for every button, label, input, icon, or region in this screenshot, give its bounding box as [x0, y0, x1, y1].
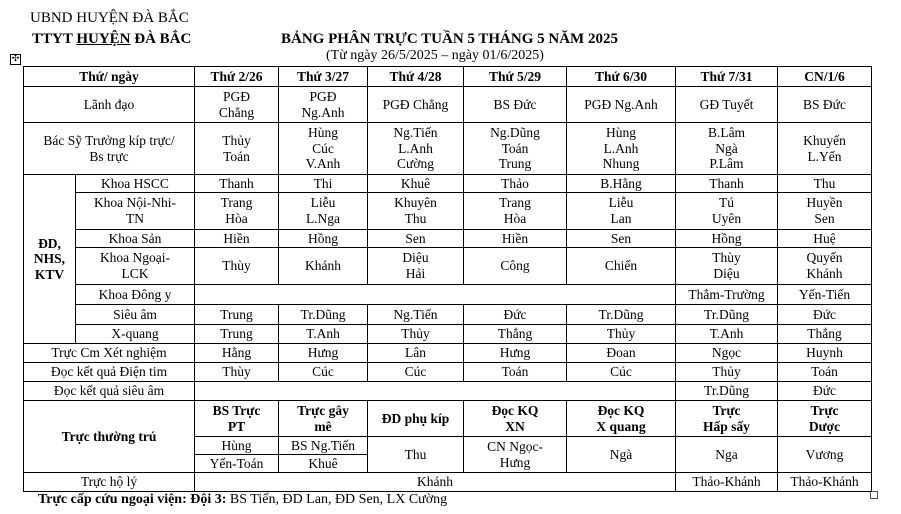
staff-cell	[464, 193, 567, 230]
cell-text: Khuyên	[394, 195, 437, 211]
department-label	[76, 285, 195, 305]
cell-text: Trực	[712, 402, 741, 418]
cell-text: PGĐ	[309, 88, 337, 104]
staff-cell	[279, 325, 368, 344]
cell-text: BS Ng.Tiến	[290, 437, 356, 453]
cell-text: Ngọc	[711, 345, 742, 361]
cell-text: Bs trực	[89, 148, 129, 164]
cell-text: Thùy	[712, 250, 741, 266]
row-bac-sy	[24, 123, 872, 175]
cell-text: Khánh	[806, 266, 843, 281]
sub-header	[368, 401, 464, 437]
cell-text: Nhung	[602, 156, 640, 172]
cell-text: Hòa	[225, 211, 248, 226]
cell-text: Đức	[812, 383, 837, 399]
cell-text: Vương	[805, 446, 844, 462]
corner-header	[24, 67, 195, 87]
staff-cell	[368, 437, 464, 473]
footer-text: BS Tiến, ĐD Lan, ĐD Sen, LX Cường	[226, 492, 448, 507]
cell-text: Thu	[404, 211, 427, 226]
cell-text: Thảo-Khánh	[790, 474, 859, 490]
staff-cell	[368, 230, 464, 248]
cell-text: L.Anh	[603, 140, 639, 156]
staff-cell	[778, 382, 872, 401]
cell-text: Hải	[405, 266, 426, 281]
cell-text: PGĐ	[222, 88, 250, 104]
row-label	[24, 363, 195, 382]
row-ho-ly	[24, 473, 872, 492]
cell-text: Yến-Tiến	[798, 286, 851, 302]
cell-text: T.Anh	[306, 326, 340, 342]
cell-text: BS Đức	[803, 96, 846, 112]
staff-cell	[676, 230, 778, 248]
cell-text: Bác Sỹ Trưởng kíp trực/	[43, 132, 175, 148]
row-dien-tim	[24, 363, 872, 382]
cell-text: Thùy	[222, 258, 251, 274]
cell-text: Siêu âm	[113, 306, 157, 322]
cell-text: LCK	[121, 266, 149, 281]
cell-text: Lân	[405, 345, 426, 361]
cell-text: Công	[500, 258, 530, 274]
row-department	[24, 175, 872, 193]
cell-text: Trực Cm Xét nghiệm	[51, 345, 167, 361]
leader-cell	[778, 87, 872, 123]
cell-text: Trực	[810, 402, 839, 418]
row-lanh-dao	[24, 87, 872, 123]
cell-text: Tr.Dũng	[704, 306, 749, 322]
cell-text: Toán	[501, 140, 529, 156]
staff-cell	[279, 455, 368, 473]
org-name-line1: UBND HUYỆN ĐÀ BẮC	[30, 10, 189, 26]
staff-cell	[567, 248, 676, 285]
row-sieu-am-kq	[24, 382, 872, 401]
cell-text: T.Anh	[709, 326, 744, 342]
staff-cell	[778, 175, 872, 193]
cell-text: Lãnh đạo	[83, 96, 135, 112]
staff-cell	[195, 305, 279, 325]
cell-text: Tú	[719, 195, 734, 211]
cell-text: Tr.Dũng	[300, 306, 346, 322]
org-underlined: HUYỆN	[76, 31, 131, 47]
staff-cell	[464, 363, 567, 382]
cell-text: Thắng	[807, 326, 842, 342]
cell-text: Thắm-Trường	[688, 286, 765, 302]
move-handle-icon[interactable]: ✣	[11, 54, 20, 64]
cell-text: Thứ 4/28	[389, 68, 442, 84]
day-header	[567, 67, 676, 87]
cell-text: Liễu	[310, 195, 336, 211]
cell-text: Hiền	[501, 230, 529, 246]
staff-cell	[778, 437, 872, 473]
cell-text: Thứ 5/29	[489, 68, 541, 84]
row-label	[24, 123, 195, 175]
cell-text: Thứ 2/26	[210, 68, 263, 84]
staff-cell	[279, 230, 368, 248]
doctor-cell	[676, 123, 778, 175]
cell-text: Cúc	[404, 364, 427, 380]
cell-text: Cúc	[312, 364, 334, 380]
staff-cell	[368, 305, 464, 325]
cell-text: Đức	[812, 306, 837, 322]
cell-text: ĐD phụ kíp	[381, 410, 450, 426]
cell-text: Diệu	[402, 250, 429, 266]
staff-cell	[464, 248, 567, 285]
row-department	[24, 285, 872, 305]
cell-text: Sen	[610, 230, 632, 246]
cell-text: Chẳng	[218, 104, 255, 120]
cell-text: Thủy	[401, 326, 430, 342]
cell-text: Khánh	[417, 474, 453, 490]
cell-text: Chiến	[604, 258, 638, 274]
cell-text: Ng.Dũng	[490, 125, 540, 141]
empty-merged-cell	[195, 382, 676, 401]
sub-header	[567, 401, 676, 437]
cell-text: KTV	[34, 266, 65, 282]
cell-text: Toán	[223, 148, 250, 164]
cell-text: Hằng	[221, 345, 252, 361]
staff-cell	[567, 363, 676, 382]
cell-text: Diệu	[713, 266, 740, 281]
org-suffix: ĐÀ BẮC	[130, 31, 192, 47]
cell-text: CN/1/6	[804, 68, 845, 84]
row-label	[24, 344, 195, 363]
day-header	[464, 67, 567, 87]
staff-cell	[567, 437, 676, 473]
group-label	[24, 175, 76, 344]
staff-cell	[464, 175, 567, 193]
cell-text: ĐD,	[38, 235, 61, 251]
cell-text: Thanh	[709, 175, 744, 191]
cell-text: Đọc kết quả siêu âm	[53, 383, 165, 399]
cell-text: Tr.Dũng	[704, 383, 749, 399]
day-header	[368, 67, 464, 87]
staff-cell	[778, 248, 872, 285]
row-label	[24, 401, 195, 473]
staff-cell	[195, 193, 279, 230]
cell-text: L.Yến	[807, 148, 842, 164]
page-title: BẢNG PHÂN TRỰC TUẦN 5 THÁNG 5 NĂM 2025	[281, 31, 618, 47]
leader-cell	[368, 87, 464, 123]
staff-cell	[368, 193, 464, 230]
sub-header	[195, 401, 279, 437]
cell-text: Khoa Ngoại-	[99, 250, 171, 266]
staff-cell	[778, 473, 872, 492]
cell-text: L.Anh	[398, 140, 433, 156]
staff-cell	[464, 325, 567, 344]
staff-cell	[567, 305, 676, 325]
doctor-cell	[279, 123, 368, 175]
doctor-cell	[778, 123, 872, 175]
staff-cell	[676, 382, 778, 401]
cell-text: Dược	[808, 418, 841, 434]
staff-cell	[567, 325, 676, 344]
cell-text: Hưng	[499, 454, 531, 470]
cell-text: Liễu	[608, 195, 634, 211]
staff-cell	[464, 437, 567, 473]
cell-text: Thứ 3/27	[297, 68, 349, 84]
cell-text: B.Hằng	[600, 175, 642, 191]
staff-cell	[279, 363, 368, 382]
cell-text: Hồng	[711, 230, 742, 246]
cell-text: Đức	[503, 306, 527, 322]
cell-text: Ngà	[715, 140, 738, 156]
doctor-cell	[567, 123, 676, 175]
cell-text: NHS,	[33, 251, 66, 267]
row-thuong-tru-header	[24, 401, 872, 437]
cell-text: Hòa	[503, 211, 527, 226]
table-end-marker-icon	[870, 491, 878, 499]
cell-text: Thứ/ ngày	[79, 68, 139, 84]
staff-cell	[279, 344, 368, 363]
cell-text: mê	[314, 418, 332, 434]
cell-text: B.Lâm	[707, 125, 746, 141]
staff-cell	[195, 248, 279, 285]
cell-text: PGĐ Chẳng	[382, 96, 449, 112]
row-label	[24, 473, 195, 492]
cell-text: Sen	[814, 211, 835, 226]
cell-text: Ng.Tiến	[393, 125, 438, 141]
cell-text: Đọc KQ	[597, 402, 645, 418]
cell-text: Toán	[501, 364, 529, 380]
cell-text: Cúc	[610, 364, 632, 380]
cell-text: L.Nga	[305, 211, 341, 226]
department-label	[76, 248, 195, 285]
cell-text: Trực thường trú	[61, 428, 157, 444]
cell-text: Hiền	[223, 230, 250, 246]
cell-text: Thảo	[501, 175, 529, 191]
cell-text: Khuê	[308, 455, 338, 471]
cell-text: BS Trực	[212, 402, 261, 418]
staff-cell	[195, 175, 279, 193]
cell-text: Thanh	[219, 175, 254, 191]
day-header	[676, 67, 778, 87]
cell-text: Toán	[811, 364, 838, 380]
staff-cell	[567, 175, 676, 193]
leader-cell	[279, 87, 368, 123]
leader-cell	[195, 87, 279, 123]
doctor-cell	[195, 123, 279, 175]
staff-cell	[464, 230, 567, 248]
cell-text: Thảo-Khánh	[692, 474, 761, 490]
cell-text: P.Lâm	[709, 156, 744, 172]
cell-text: BS Đức	[493, 96, 537, 112]
sub-header	[676, 401, 778, 437]
row-xet-nghiem	[24, 344, 872, 363]
staff-cell	[195, 455, 279, 473]
header-row	[24, 67, 872, 87]
leader-cell	[676, 87, 778, 123]
sub-header	[778, 401, 872, 437]
staff-cell	[195, 230, 279, 248]
org-prefix: TTYT	[32, 31, 77, 47]
cell-text: Thu	[404, 446, 427, 462]
cell-text: Hưng	[499, 345, 531, 361]
staff-cell	[676, 248, 778, 285]
staff-cell	[279, 193, 368, 230]
cell-text: Thứ 7/31	[700, 68, 753, 84]
staff-cell	[778, 363, 872, 382]
department-label	[76, 193, 195, 230]
staff-cell	[778, 325, 872, 344]
cell-text: Uyên	[711, 211, 742, 226]
cell-text: X-quang	[111, 326, 159, 342]
cell-text: V.Anh	[305, 156, 341, 172]
cell-text: Tr.Dũng	[598, 306, 644, 322]
staff-cell	[676, 305, 778, 325]
cell-text: Đoan	[606, 345, 636, 361]
cell-text: Thủy	[606, 326, 636, 342]
staff-cell	[676, 325, 778, 344]
cell-text: Thi	[313, 175, 333, 191]
staff-cell	[279, 248, 368, 285]
cell-text: Sen	[405, 230, 426, 246]
row-label	[24, 87, 195, 123]
cell-text: Ngà	[609, 446, 633, 462]
cell-text: Khoa Nội-Nhi-	[93, 195, 177, 211]
cell-text: Hùng	[308, 125, 338, 141]
staff-cell	[195, 363, 279, 382]
staff-cell	[195, 344, 279, 363]
cell-text: Ng.Tiến	[393, 306, 438, 322]
staff-cell	[368, 175, 464, 193]
doctor-cell	[464, 123, 567, 175]
cell-text: Trung	[498, 156, 532, 172]
cell-text: Thủy	[222, 132, 251, 148]
day-header	[195, 67, 279, 87]
staff-cell	[778, 305, 872, 325]
cell-text: Trang	[220, 195, 253, 211]
cell-text: Khánh	[305, 258, 341, 274]
cell-text: Hùng	[221, 437, 252, 453]
staff-cell	[368, 325, 464, 344]
cell-text: Khoa Sản	[108, 230, 162, 246]
staff-cell	[279, 305, 368, 325]
row-department	[24, 248, 872, 285]
day-header	[778, 67, 872, 87]
cell-text: TN	[126, 211, 144, 226]
department-label	[76, 305, 195, 325]
cell-text: Huệ	[813, 230, 836, 246]
staff-cell	[368, 363, 464, 382]
staff-cell	[368, 344, 464, 363]
cell-text: Huyền	[806, 195, 843, 211]
cell-text: Thủy	[712, 364, 741, 380]
staff-cell	[567, 230, 676, 248]
department-label	[76, 325, 195, 344]
department-label	[76, 175, 195, 193]
staff-cell	[676, 193, 778, 230]
staff-cell	[676, 344, 778, 363]
cell-text: Trực gây	[297, 402, 349, 418]
day-header	[279, 67, 368, 87]
cell-text: Cúc	[312, 140, 334, 156]
cell-text: Khoa HSCC	[101, 175, 169, 191]
staff-cell	[676, 285, 778, 305]
cell-text: PT	[227, 418, 246, 434]
row-department	[24, 305, 872, 325]
cell-text: Trang	[499, 195, 531, 211]
cell-text: Thứ 6/30	[595, 68, 647, 84]
cell-text: Hồng	[308, 230, 338, 246]
cell-text: Quyến	[806, 250, 843, 266]
cell-text: Lan	[610, 211, 632, 226]
staff-cell	[567, 344, 676, 363]
cell-text: Trực hộ lý	[80, 474, 138, 490]
staff-cell	[778, 285, 872, 305]
staff-cell	[778, 344, 872, 363]
cell-text: Khoa Đông y	[98, 286, 172, 302]
staff-cell	[778, 230, 872, 248]
cell-text: Khuyến	[803, 132, 846, 148]
cell-text: PGĐ Ng.Anh	[584, 96, 658, 112]
staff-cell	[464, 344, 567, 363]
cell-text: CN Ngọc-	[487, 438, 543, 454]
row-department	[24, 325, 872, 344]
department-label	[76, 230, 195, 248]
footer-label: Trực cấp cứu ngoại viện: Đội 3:	[38, 492, 227, 507]
cell-text: Thắng	[497, 326, 533, 342]
cell-text: Cường	[397, 156, 434, 172]
leader-cell	[464, 87, 567, 123]
staff-cell	[676, 437, 778, 473]
staff-cell	[279, 437, 368, 455]
sub-header	[279, 401, 368, 437]
cell-text: GĐ Tuyết	[699, 96, 754, 112]
staff-cell	[464, 305, 567, 325]
cell-text: Hùng	[606, 125, 636, 141]
row-department	[24, 193, 872, 230]
staff-cell	[676, 175, 778, 193]
staff-cell	[279, 175, 368, 193]
cell-text: Đọc KQ	[491, 402, 539, 418]
cell-text: Nga	[715, 446, 738, 462]
cell-text: Trung	[220, 306, 253, 322]
cell-text: Huynh	[806, 345, 843, 361]
cell-text: X quang	[596, 418, 646, 434]
cell-text: XN	[505, 418, 525, 434]
cell-text: Hấp sấy	[703, 418, 750, 434]
org-name-line2	[32, 31, 191, 48]
row-department	[24, 230, 872, 248]
cell-text: Đọc kết quả Điện tim	[50, 364, 168, 380]
page-subtitle: (Từ ngày 26/5/2025 – ngày 01/6/2025)	[326, 48, 544, 63]
staff-cell	[195, 437, 279, 455]
cell-text: Trung	[220, 326, 253, 342]
staff-cell	[567, 193, 676, 230]
cell-text: Hưng	[307, 345, 339, 361]
staff-cell	[195, 325, 279, 344]
sub-header	[464, 401, 567, 437]
schedule-table	[23, 66, 872, 492]
staff-cell	[368, 248, 464, 285]
cell-text: Thùy	[222, 364, 251, 380]
leader-cell	[567, 87, 676, 123]
row-label	[24, 382, 195, 401]
cell-text: Ng.Anh	[301, 104, 345, 120]
empty-merged-cell	[195, 285, 676, 305]
doctor-cell	[368, 123, 464, 175]
cell-text: Thu	[813, 175, 836, 191]
staff-cell	[676, 363, 778, 382]
cell-text: Khuê	[400, 175, 431, 191]
merged-staff-cell	[195, 473, 676, 492]
footer-note	[38, 492, 447, 508]
cell-text: Yến-Toán	[209, 455, 264, 471]
staff-cell	[676, 473, 778, 492]
staff-cell	[778, 193, 872, 230]
